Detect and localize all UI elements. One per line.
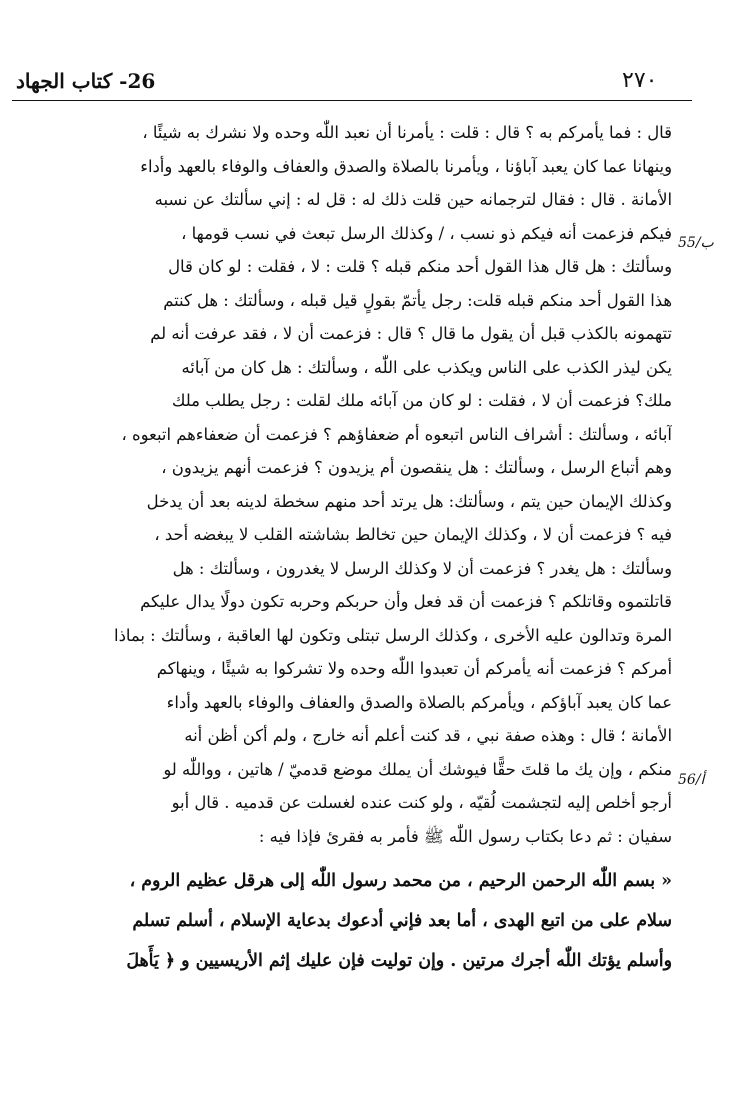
letter-line: سلام على من اتبع الهدى ، أما بعد فإني أدعوك بدعاية الإسلام ، أسلم تسلم	[132, 911, 672, 931]
text-line: وهم أتباع الرسل ، وسألتك : هل ينقصون أم يزيدون ؟ فزعمت أنهم يزيدون ،	[161, 458, 672, 477]
page-number: ٢٧٠	[622, 68, 658, 93]
text-line: الأمانة ؛ قال : وهذه صفة نبي ، قد كنت أعلم أنه خارج ، ولم أكن أظن أنه	[184, 726, 672, 745]
text-line: وكذلك الإيمان حين يتم ، وسألتك: هل يرتد أحد منهم سخطة لدينه بعد أن يدخل	[146, 491, 672, 511]
letter-line: « بسم اللّٰه الرحمن الرحيم ، من محمد رسول اللّٰه إلى هرقل عظيم الروم ،	[129, 871, 672, 891]
text-line: أمركم ؟ فزعمت أنه يأمركم أن تعبدوا اللّٰه وحده ولا تشركوا به شيئًا ، وينهاكم	[156, 659, 672, 678]
text-line: قاتلتموه وقاتلكم ؟ فزعمت أن قد فعل وأن حربكم وحربه تكون دولًا يدال عليكم	[140, 592, 672, 611]
text-line: منكم ، وإن يك ما قلتَ حقًّا فيوشك أن يملك موضع قدميّ / هاتين ، وواللّٰه لو	[163, 759, 672, 779]
header-rule	[12, 100, 692, 101]
letter-line: وأسلم يؤتك اللّٰه أجرك مرتين . وإن توليت فإن عليك إثم الأريسيين و ﴿ يَأَهلَ	[126, 951, 672, 971]
text-line: تتهمونه بالكذب قبل أن يقول ما قال ؟ قال : فزعمت أن لا ، فقد عرفت أنه لم	[150, 324, 672, 343]
letter-block	[68, 861, 672, 981]
text-line: المرة وتدالون عليه الأخرى ، وكذلك الرسل تبتلى وتكون لها العاقبة ، وسألتك : بماذا	[114, 625, 672, 645]
text-line: ملك؟ فزعمت أن لا ، فقلت : لو كان من آبائه ملك لقلت : رجل يطلب ملك	[171, 391, 672, 410]
text-line: وسألتك : هل يغدر ؟ فزعمت أن لا وكذلك الرسل لا يغدرون ، وسألتك : هل	[172, 558, 672, 578]
text-line: آبائه ، وسألتك : أشراف الناس اتبعوه أم ضعفاؤهم ؟ فزعمت أن ضعفاءهم اتبعوه ،	[121, 424, 672, 444]
text-line: أرجو أخلص إليه لتجشمت لُقيّه ، ولو كنت عنده لغسلت عن قدميه . قال أبو	[171, 793, 672, 812]
margin-note-55b: 55/ب	[678, 235, 714, 251]
text-line: وينهانا عما كان يعبد آباؤنا ، ويأمرنا بالصلاة والصدق والعفاف والوفاء بالعهد وأداء	[140, 156, 672, 176]
text-line: سفيان : ثم دعا بكتاب رسول اللّٰه ﷺ فأمر به فقرئ فإذا فيه :	[258, 826, 672, 846]
text-line: فيكم فزعمت أنه فيكم ذو نسب ، / وكذلك الرسل تبعث في نسب قومها ،	[181, 223, 672, 243]
text-line: فيه ؟ فزعمت أن لا ، وكذلك الإيمان حين تخالط بشاشته القلب لا يبغضه أحد ،	[154, 525, 672, 544]
text-line: قال : فما يأمركم به ؟ قال : قلت : يأمرنا أن نعبد اللّٰه وحده ولا نشرك به شيئًا ،	[142, 123, 672, 142]
text-line: عما كان يعبد آباؤكم ، ويأمركم بالصلاة والصدق والعفاف والوفاء بالعهد وأداء	[166, 692, 672, 712]
text-line: وسألتك : هل قال هذا القول أحد منكم قبله ؟ قلت : لا ، فقلت : لو كان قال	[168, 257, 672, 276]
text-line: يكن ليذر الكذب على الناس ويكذب على اللّٰه ، وسألتك : هل كان من آبائه	[181, 357, 672, 377]
text-line: هذا القول أحد منكم قبله قلت: رجل يأتمّ بقولٍ قيل قبله ، وسألتك : هل كنتم	[163, 290, 672, 310]
margin-note-56a: 56/أ	[678, 772, 705, 788]
running-head: 26- كتاب الجهاد	[16, 69, 156, 93]
body-text	[68, 116, 672, 981]
text-line: الأمانة . قال : فقال لترجمانه حين قلت ذلك له : قل له : إني سألتك عن نسبه	[154, 190, 672, 209]
